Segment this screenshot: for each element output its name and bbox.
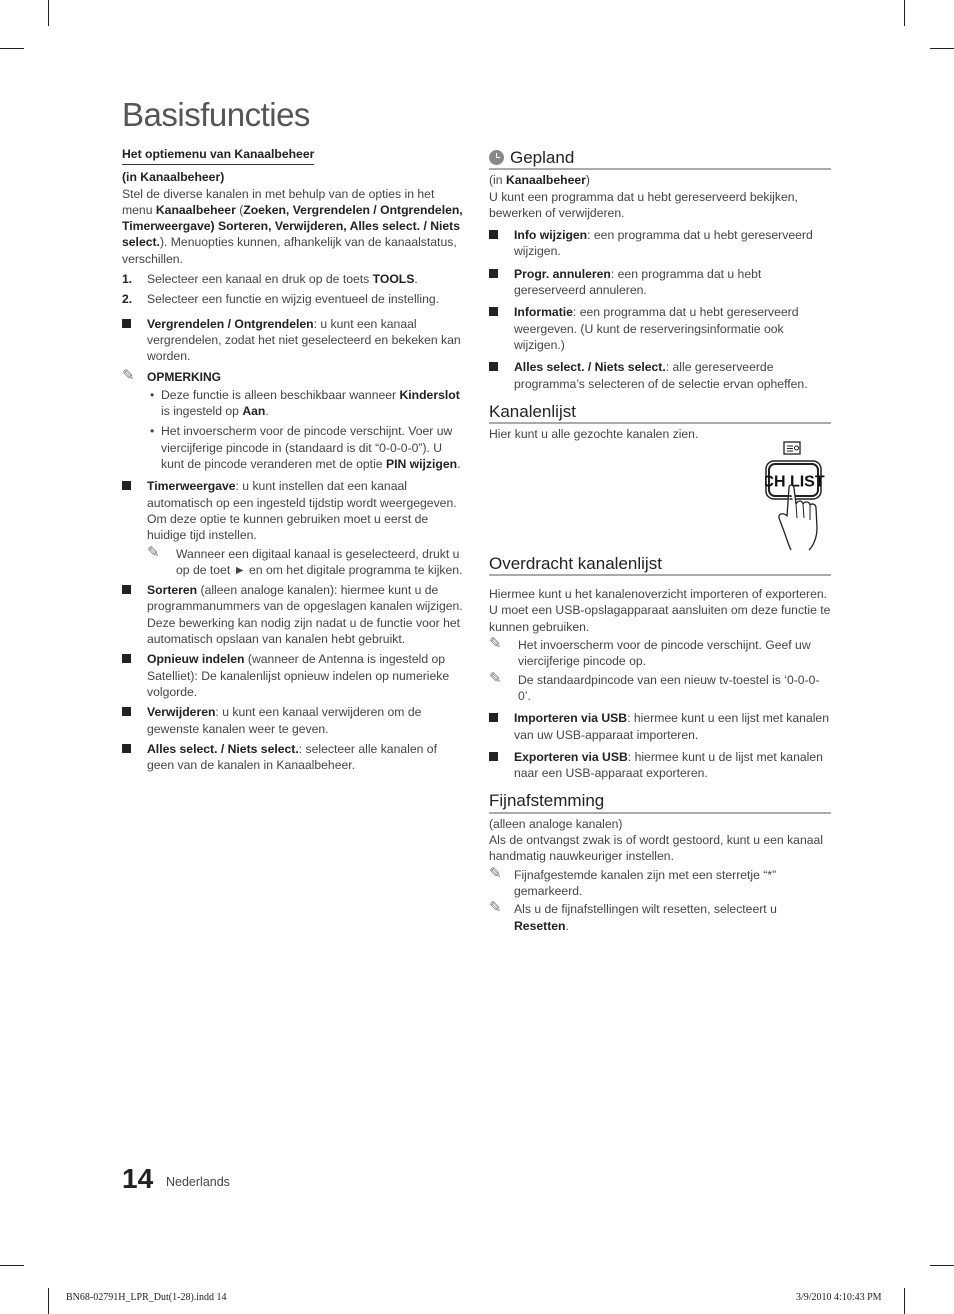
menu-icon-dot	[795, 446, 799, 450]
clock-icon	[489, 150, 504, 165]
item-text: : u kunt een kanaal vergrendelen, zodat het niet geselecteerd en bekeken kan worden.	[147, 316, 461, 364]
print-file-info: BN68-02791H_LPR_Dut(1-28).indd 14	[66, 1292, 227, 1303]
intro-paragraph	[122, 186, 466, 267]
note-list	[147, 387, 466, 472]
square-bullet-icon	[122, 319, 131, 328]
item-title: Exporteren via USB	[514, 749, 628, 764]
tools-key: TOOLS	[372, 272, 415, 287]
note-text: Deze functie is alleen beschikbaar wanneer	[161, 387, 400, 402]
item-text: : een programma dat u hebt gereserveerd annuleren.	[514, 266, 762, 298]
list-item-sorteren	[122, 582, 466, 647]
intro-text: Stel de diverse kanalen in met behulp van de opties in het menu	[122, 186, 435, 217]
step-item	[122, 271, 466, 287]
ch-list-button-icon	[765, 438, 825, 553]
option-list	[122, 478, 466, 773]
square-bullet-icon	[489, 713, 498, 722]
section-heading-optiemenu: Het optiemenu van Kanaalbeheer	[122, 146, 314, 165]
note-item	[147, 387, 466, 420]
intro-text: (	[235, 202, 244, 217]
page-title: Basisfuncties	[122, 96, 310, 133]
section-intro: U kunt een programma dat u hebt gereserveerd bekijken, bewerken of verwijderen.	[489, 189, 798, 220]
item-text: : u kunt een kanaal verwijderen om de gewenste kanalen weer te geven.	[147, 705, 422, 736]
note-text: Het invoerscherm voor de pincode verschijnt. Geef uw viercijferige pincode op.	[518, 638, 811, 669]
square-bullet-icon	[122, 481, 131, 490]
section-subtitle	[489, 172, 831, 188]
square-bullet-icon	[122, 744, 131, 753]
note-block	[147, 543, 466, 579]
list-item-importeren	[489, 710, 831, 743]
item-title: Info wijzigen	[514, 228, 588, 243]
note-bold: Resetten	[514, 918, 566, 933]
pencil-note-icon: ✎	[147, 543, 160, 561]
section-title-overdracht: Overdracht kanalenlijst	[489, 556, 831, 576]
note-block	[489, 637, 831, 670]
square-bullet-icon	[489, 362, 498, 371]
subtitle-text: (in	[489, 173, 506, 188]
note-block	[489, 669, 831, 705]
overdracht-list	[489, 710, 831, 781]
gepland-list	[489, 227, 831, 392]
item-text: : een programma dat u hebt gereserveerd wijzigen.	[514, 228, 813, 259]
section-intro: Hiermee kunt u het kanalenoverzicht importeren of exporteren. U moet een USB-opslagapparaat aansluiten om deze functie te kunnen gebruiken.	[489, 587, 831, 634]
item-text: : selecteer alle kanalen of geen van de kanalen in Kanaalbeheer.	[147, 741, 437, 773]
item-title: Verwijderen	[147, 705, 216, 720]
ch-list-illustration	[765, 438, 825, 553]
pencil-note-icon: ✎	[489, 669, 502, 687]
pencil-note-icon: ✎	[489, 899, 502, 917]
pencil-note-icon: ✎	[489, 635, 502, 653]
crop-mark	[48, 0, 49, 26]
steps-list	[122, 271, 466, 308]
note-text: Wanneer een digitaal kanaal is geselecteerd, drukt u op de toet ► en om het digitale programma te kijken.	[176, 546, 463, 577]
pencil-note-icon: ✎	[489, 864, 502, 882]
section-subtitle: (alleen analoge kanalen)	[489, 816, 623, 831]
crop-mark	[48, 1288, 49, 1314]
subtitle-text: )	[585, 173, 590, 188]
intro-options: Zoeken, Vergrendelen / Ontgrendelen, Timerweergave) Sorteren, Verwijderen, Alles select. / Niets select.	[122, 202, 463, 250]
page-number: 14	[122, 1163, 154, 1194]
dot-bullet-icon: •	[150, 387, 155, 402]
crop-mark	[0, 48, 24, 49]
square-bullet-icon	[489, 307, 498, 316]
section-title-fijnafstemming: Fijnafstemming	[489, 793, 831, 813]
list-item-info-wijzigen	[489, 227, 831, 260]
square-bullet-icon	[122, 707, 131, 716]
section-fijnafstemming	[489, 793, 831, 933]
note-text: .	[265, 404, 269, 419]
item-text: : u kunt instellen dat een kanaal automatisch op een ingesteld tijdstip wordt weergegeven. Om deze optie te kunnen gebruiken moet u eerst de huidige tijd instellen.	[147, 479, 457, 543]
item-title: Alles select. / Niets select.	[147, 741, 299, 756]
item-text: : alle gereserveerde programma’s selecteren of de selectie ervan opheffen.	[514, 360, 808, 391]
section-title-kanalenlijst: Kanalenlijst	[489, 404, 831, 424]
note-block	[489, 864, 831, 900]
list-item-opnieuw-indelen	[122, 651, 466, 700]
item-text: : een programma dat u hebt gereserveerd weergeven. (U kunt de reserveringsinformatie ook wijzigen.)	[514, 305, 799, 352]
pencil-note-icon: ✎	[122, 366, 135, 384]
note-text: Fijnafgestemde kanalen zijn met een sterretje “*” gemarkeerd.	[514, 867, 777, 898]
list-item-timerweergave	[122, 478, 466, 578]
left-column	[122, 146, 466, 777]
section-intro: Als de ontvangst zwak is of wordt gestoord, kunt u een kanaal handmatig nauwkeuriger instellen.	[489, 833, 823, 864]
note-text: Als u de fijnafstellingen wilt resetten, selecteert u	[514, 902, 777, 917]
step-text: Selecteer een kanaal en druk op de toets	[147, 272, 373, 287]
item-title: Timerweergave	[147, 479, 236, 494]
note-bold: Kinderslot	[399, 387, 460, 402]
item-title: Alles select. / Niets select.	[514, 360, 666, 375]
list-item-alles-select	[489, 359, 831, 392]
footer-language: Nederlands	[166, 1175, 230, 1189]
item-title: Sorteren	[147, 583, 198, 598]
note-text: De standaardpincode van een nieuw tv-toestel is ‘0-0-0-0’.	[518, 672, 820, 703]
dot-bullet-icon: •	[150, 424, 155, 439]
intro-text: ). Menuopties kunnen, afhankelijk van de kanaalstatus, verschillen.	[122, 235, 457, 266]
list-item-progr-annuleren	[489, 266, 831, 299]
subtitle-bold: Kanaalbeheer	[505, 173, 586, 188]
intro-menu-name: Kanaalbeheer	[155, 202, 236, 217]
section-title-text: Gepland	[510, 148, 575, 167]
section-title-gepland	[489, 150, 831, 170]
step-text: Selecteer een functie en wijzig eventueel de instelling.	[147, 292, 440, 307]
note-item	[147, 423, 466, 472]
item-text: (wanneer de Antenna is ingesteld op Satelliet): De kanalenlijst opnieuw indelen op numerieke volgorde.	[147, 652, 450, 699]
note-label: OPMERKING	[147, 369, 222, 384]
note-block	[489, 901, 831, 934]
crop-mark	[904, 1288, 905, 1314]
note-text: is ingesteld op	[161, 404, 243, 419]
note-text: Het invoerscherm voor de pincode verschijnt. Voer uw viercijferige pincode in (standaard is dit “0-0-0-0”). U kunt de pincode veranderen met de optie	[161, 424, 453, 472]
crop-mark	[930, 1265, 954, 1266]
list-item-informatie	[489, 304, 831, 353]
step-number: 1.	[122, 272, 133, 287]
section-gepland	[489, 150, 831, 392]
step-item	[122, 291, 466, 307]
crop-mark	[0, 1265, 24, 1266]
square-bullet-icon	[489, 752, 498, 761]
square-bullet-icon	[122, 585, 131, 594]
note-block	[122, 366, 466, 473]
list-item-exporteren	[489, 749, 831, 782]
item-title: Importeren via USB	[514, 711, 628, 726]
note-bold: PIN wijzigen	[385, 457, 458, 472]
item-text: : hiermee kunt u de lijst met kanalen naar een USB-apparaat exporteren.	[514, 749, 823, 781]
item-title: Vergrendelen / Ontgrendelen	[147, 316, 314, 331]
item-title: Opnieuw indelen	[147, 652, 245, 667]
step-number: 2.	[122, 292, 133, 307]
option-list	[122, 316, 466, 365]
section-overdracht	[489, 553, 831, 782]
crop-mark	[930, 48, 954, 49]
list-item-alles-select	[122, 741, 466, 774]
item-text: : hiermee kunt u een lijst met kanalen van uw USB-apparaat importeren.	[514, 711, 829, 742]
square-bullet-icon	[489, 269, 498, 278]
print-timestamp: 3/9/2010 4:10:43 PM	[796, 1292, 882, 1303]
item-title: Informatie	[514, 305, 573, 320]
list-item-vergrendelen	[122, 316, 466, 365]
note-text: .	[565, 918, 569, 933]
section-text: Hier kunt u alle gezochte kanalen zien.	[489, 427, 699, 442]
section-subheading: (in Kanaalbeheer)	[122, 170, 225, 185]
square-bullet-icon	[489, 230, 498, 239]
item-title: Progr. annuleren	[514, 266, 611, 281]
note-bold: Aan	[242, 404, 266, 419]
list-item-verwijderen	[122, 704, 466, 737]
note-text: .	[457, 457, 461, 472]
ch-list-label: CH LIST	[765, 473, 825, 491]
crop-mark	[904, 0, 905, 26]
square-bullet-icon	[122, 654, 131, 663]
item-text: (alleen analoge kanalen): hiermee kunt u de programmanummers van de opgeslagen kanalen wijzigen. Deze bewerking kan nodig zijn nadat u de functie voor het automatisch opslaan van kanalen hebt gebruikt.	[147, 583, 463, 647]
step-text: .	[414, 272, 418, 287]
